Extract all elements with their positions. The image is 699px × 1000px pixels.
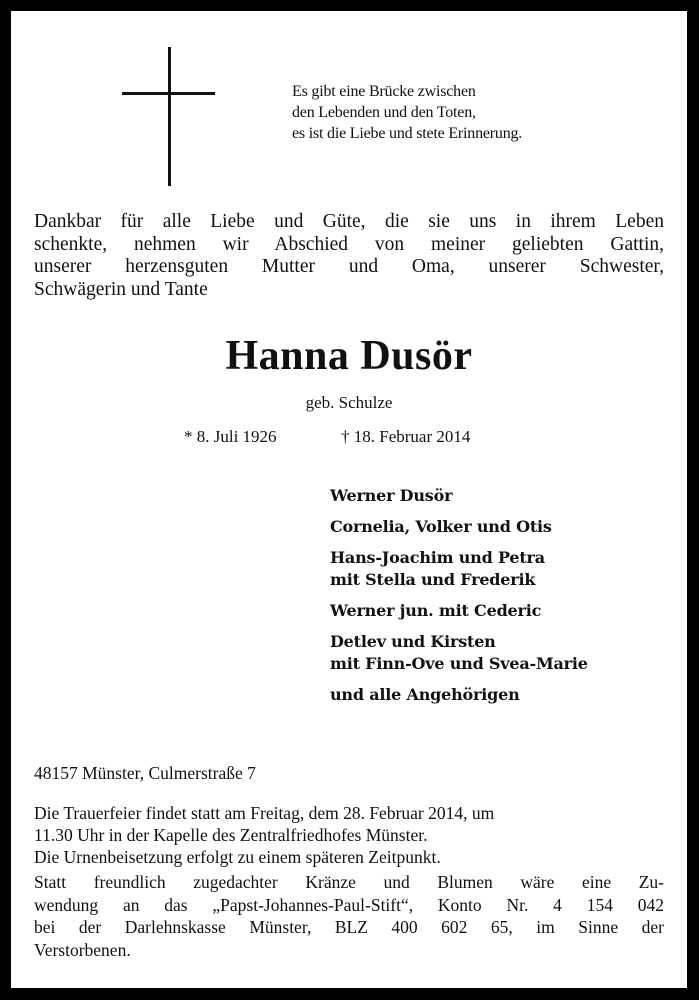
maiden-name: geb. Schulze	[305, 393, 393, 412]
ceremony-line: 11.30 Uhr in der Kapelle des Zentralfriedhofes Münster.	[34, 825, 428, 845]
address: 48157 Münster, Culmerstraße 7	[34, 763, 256, 783]
donation-line: Statt freundlich zugedachter Kränze und Blumen wäre eine Zu-	[34, 872, 664, 892]
donation-line: wendung an das „Papst-Johannes-Paul-Stift“, Konto Nr. 4 154 042	[34, 894, 664, 915]
mourner-line: mit Finn-Ove und Svea-Marie	[330, 654, 588, 673]
intro-line: unserer herzensguten Mutter und Oma, unserer Schwester,	[34, 256, 664, 277]
intro-line: Schwägerin und Tante	[34, 278, 208, 300]
motto-line: es ist die Liebe und stete Erinnerung.	[292, 125, 523, 142]
intro-paragraph	[34, 211, 664, 301]
ceremony-line: Die Trauerfeier findet statt am Freitag, dem 28. Februar 2014, um	[34, 803, 495, 823]
ceremony-details	[34, 802, 664, 868]
mourner-group	[330, 684, 588, 706]
motto-line: den Lebenden und den Toten,	[292, 104, 476, 121]
ceremony-line: Die Urnenbeisetzung erfolgt zu einem späteren Zeitpunkt.	[34, 847, 441, 867]
mourner-line: Cornelia, Volker und Otis	[330, 517, 552, 536]
birth-date: * 8. Juli 1926	[184, 427, 277, 446]
intro-line: schenkte, nehmen wir Abschied von meiner geliebten Gattin,	[34, 233, 664, 255]
mourner-line: und alle Angehörigen	[330, 685, 520, 704]
donation-request	[34, 871, 664, 961]
cross-vertical-bar	[168, 47, 171, 186]
mourner-line: Detlev und Kirsten	[330, 632, 496, 651]
donation-line: bei der Darlehnskasse Münster, BLZ 400 602 65, im Sinne der	[34, 917, 664, 937]
mourner-group	[330, 485, 588, 507]
donation-line: Verstorbenen.	[34, 939, 131, 960]
obituary-notice	[11, 11, 687, 988]
mourner-group	[330, 516, 588, 538]
mourner-line: Werner jun. mit Cederic	[330, 601, 542, 620]
intro-line: Dankbar für alle Liebe und Güte, die sie uns in ihrem Leben	[34, 211, 664, 232]
mourner-line: Werner Dusör	[330, 486, 453, 505]
mourner-line: mit Stella und Frederik	[330, 570, 536, 589]
mourner-group	[330, 631, 588, 675]
motto-line: Es gibt eine Brücke zwischen	[292, 83, 476, 100]
mourner-group	[330, 600, 588, 622]
death-date: † 18. Februar 2014	[341, 427, 471, 446]
deceased-name: Hanna Dusör	[225, 333, 473, 379]
mourner-line: Hans-Joachim und Petra	[330, 548, 545, 567]
cross-horizontal-bar	[122, 92, 215, 95]
mourners-list	[330, 485, 588, 715]
mourner-group	[330, 547, 588, 591]
motto-quote	[292, 81, 522, 144]
